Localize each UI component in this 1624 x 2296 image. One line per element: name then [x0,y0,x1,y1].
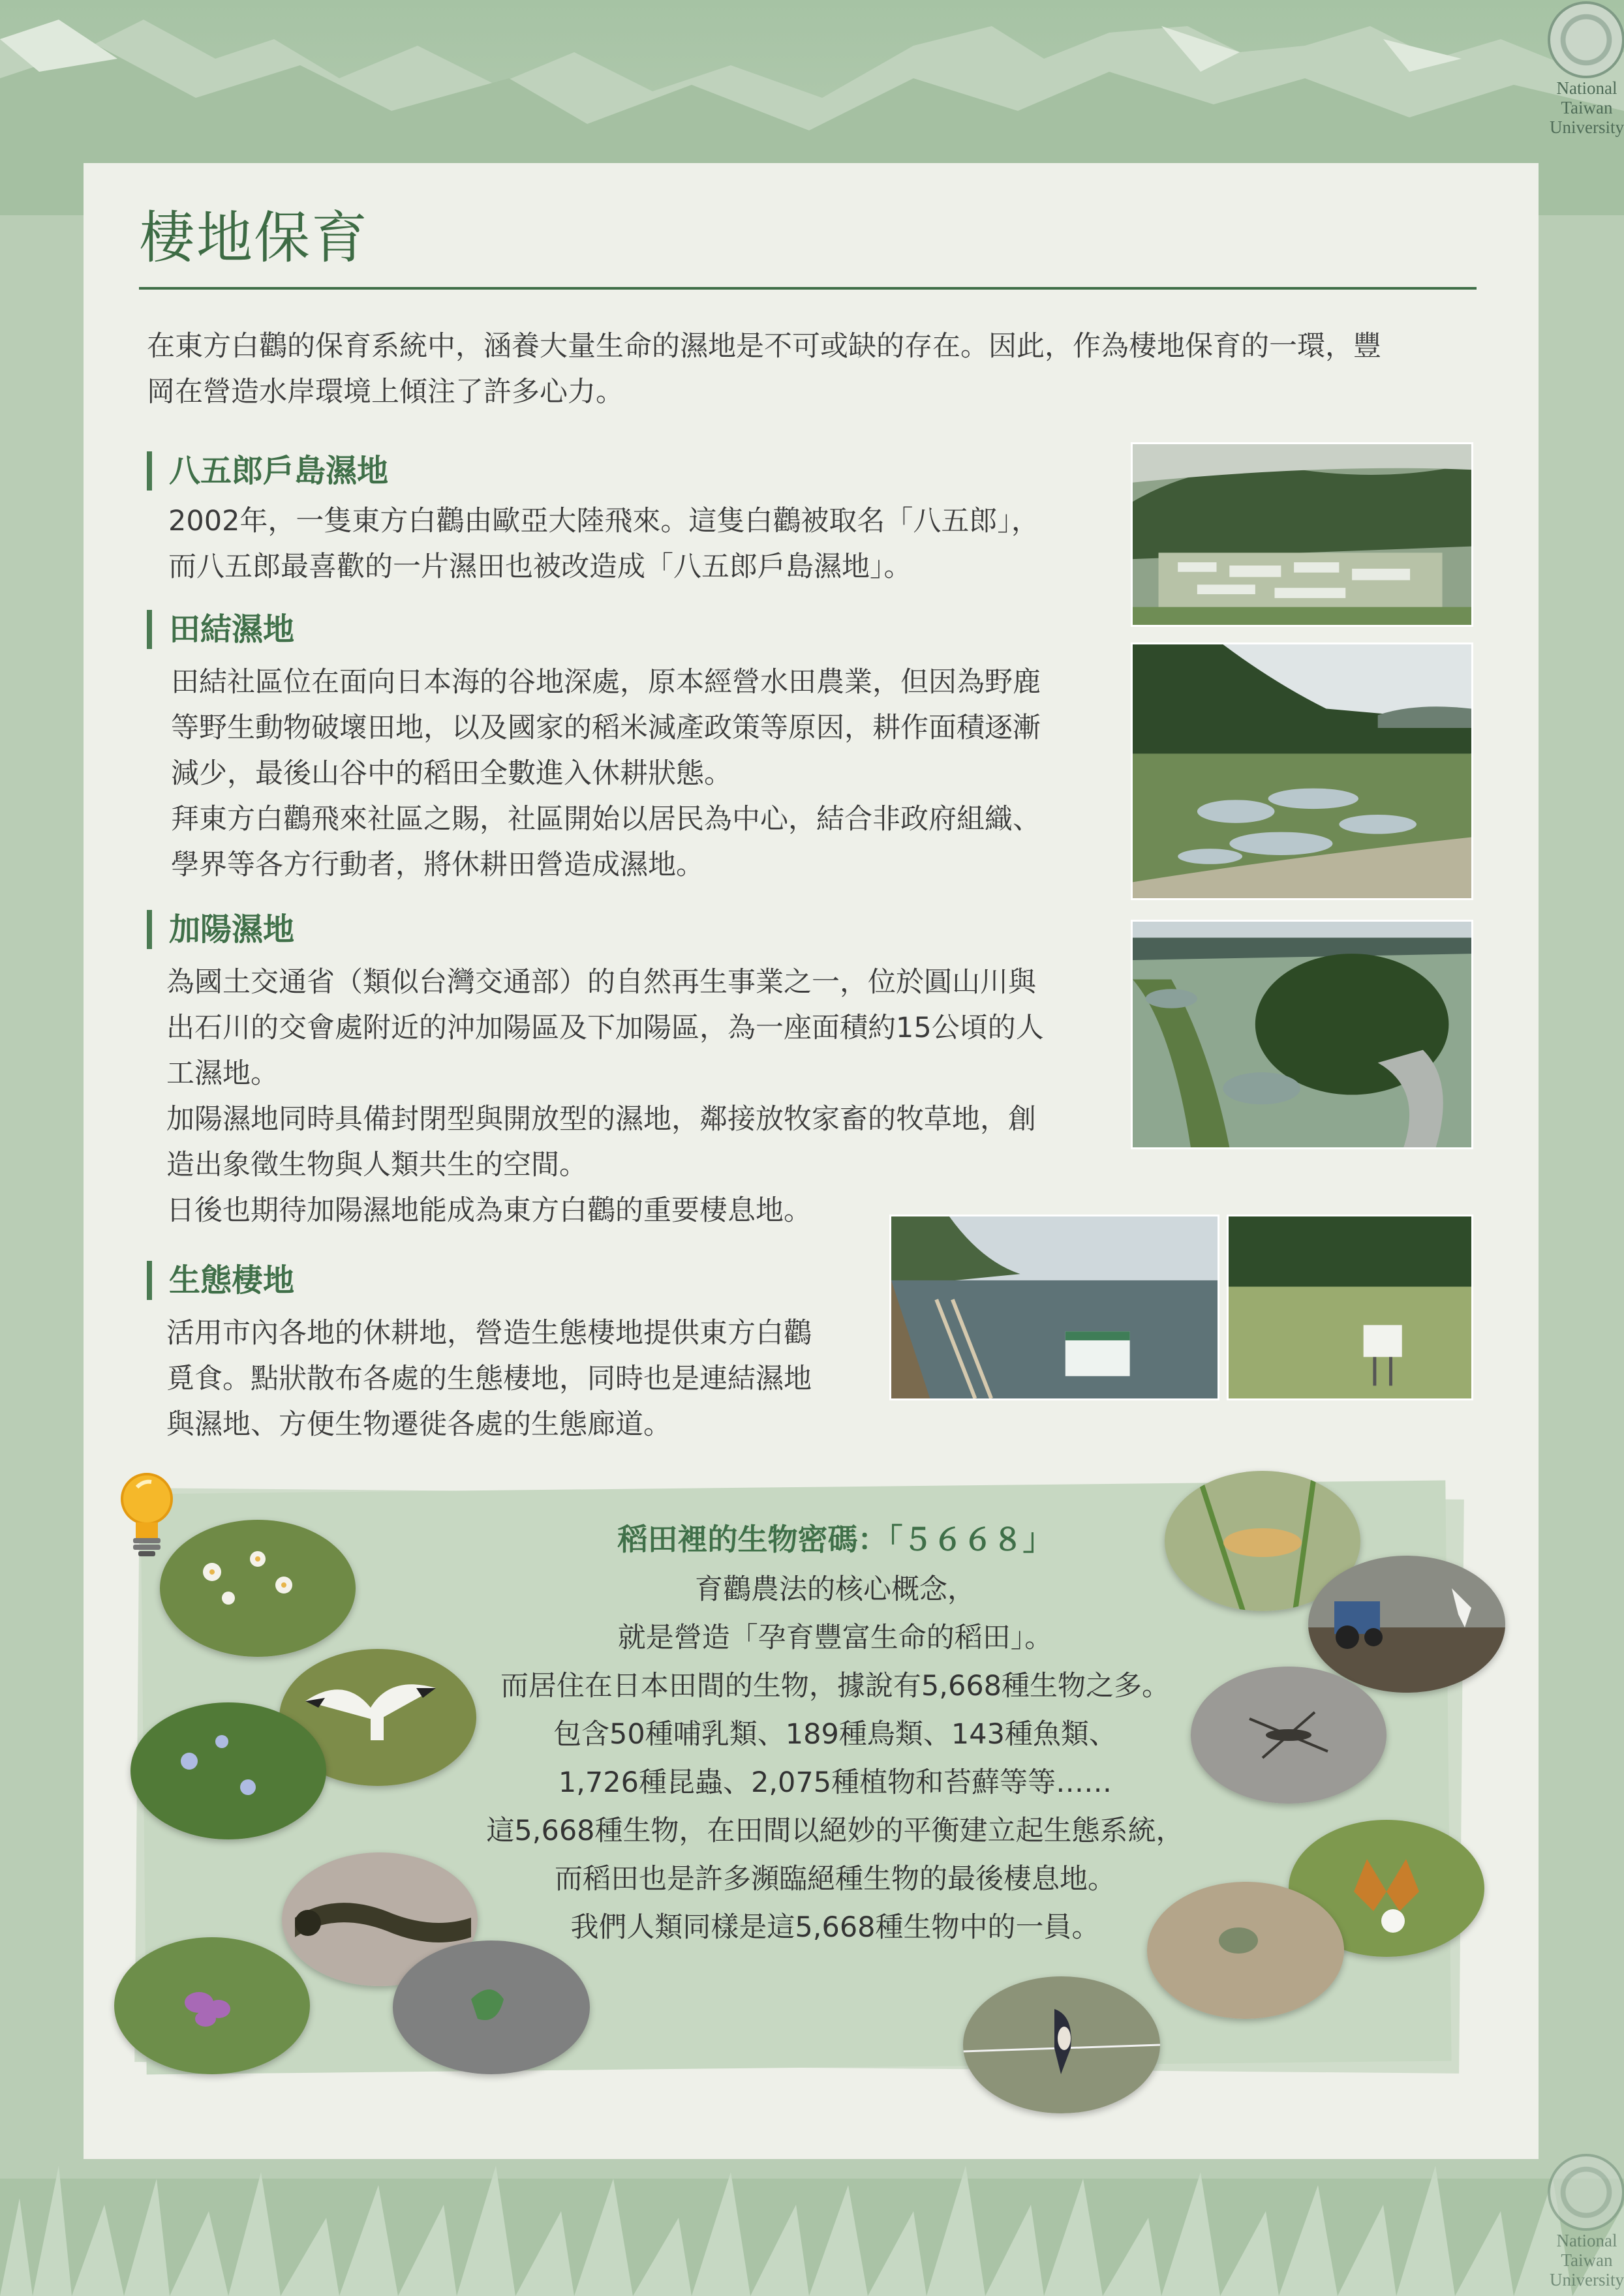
info-box-line: 而居住在日本田間的生物，據說有5,668種生物之多。 [500,1670,1171,1702]
photo-fallow-field-biotope [1227,1215,1473,1400]
info-box-heading: 稻田裡的生物密碼：「５６６８」 [617,1522,1053,1557]
section-heading: 生態棲地 [147,1261,294,1300]
section-line: 與濕地、方便生物遷徙各處的生態廊道。 [166,1408,671,1441]
photo-swallow [963,1976,1160,2113]
title-divider [139,287,1477,290]
university-logo-bottom [1535,2154,1624,2289]
section-line: 出石川的交會處附近的沖加陽區及下加陽區，為一座面積約15公頃的人 [166,1012,1044,1044]
page-title: 棲地保育 [139,205,369,271]
logo-line3: University [1550,2270,1624,2289]
photo-kaya-wetland [1131,920,1473,1149]
photo-tadpole-water [393,1941,590,2074]
photo-blue-flowers [130,1702,326,1839]
university-logo-top [1535,1,1624,137]
info-box-body [391,1565,1279,1952]
logo-line2: Taiwan [1561,2250,1613,2270]
section-heading: 八五郎戶島濕地 [147,451,388,491]
photo-water-strider [1191,1667,1387,1804]
section-line: 加陽濕地同時具備封閉型與開放型的濕地，鄰接放牧家畜的牧草地，創 [166,1103,1036,1136]
section-line: 等野生動物破壞田地，以及國家的稻米減產政策等原因，耕作面積逐漸 [171,712,1041,744]
info-box-line: 1,726種昆蟲、2,075種植物和苔蘚等等…… [558,1766,1112,1799]
grass-silhouette [0,2139,1624,2296]
photo-biotope-pond [889,1215,1219,1400]
photo-hachigoro-wetland [1131,442,1473,627]
photo-white-flowers [160,1520,356,1657]
info-box-line: 而稻田也是許多瀕臨絕種生物的最後棲息地。 [555,1863,1116,1896]
section-line: 為國土交通省（類似台灣交通部）的自然再生事業之一，位於圓山川與 [166,966,1036,999]
logo-line3: University [1550,117,1624,137]
lightbulb-icon [117,1468,176,1559]
section-line: 而八五郎最喜歡的一片濕田也被改造成「八五郎戶島濕地」。 [168,551,912,583]
info-box-line: 育鸛農法的核心概念， [695,1573,975,1606]
section-line: 學界等各方行動者，將休耕田營造成濕地。 [171,849,704,881]
section-line: 工濕地。 [166,1057,279,1090]
section-line: 活用市內各地的休耕地，營造生態棲地提供東方白鸛 [166,1317,812,1350]
info-box-line: 這5,668種生物，在田間以絕妙的平衡建立起生態系統， [486,1815,1184,1847]
section-line: 減少，最後山谷中的稻田全數進入休耕狀態。 [171,757,732,790]
info-box-line: 包含50種哺乳類、189種鳥類、143種魚類、 [553,1718,1117,1751]
section-line: 造出象徵生物與人類共生的空間。 [166,1149,587,1181]
photo-sand-creature [1147,1882,1344,2019]
info-box-line: 我們人類同樣是這5,668種生物中的一員。 [570,1911,1100,1944]
section-line: 日後也期待加陽濕地能成為東方白鸛的重要棲息地。 [166,1194,812,1227]
logo-line2: Taiwan [1561,98,1613,117]
university-seal-icon [1548,1,1624,78]
section-line: 覓食。點狀散布各處的生態棲地，同時也是連結濕地 [166,1363,812,1395]
university-seal-icon [1548,2154,1624,2231]
section-heading: 田結濕地 [147,610,294,649]
section-line: 拜東方白鸛飛來社區之賜，社區開始以居民為中心，結合非政府組織、 [171,803,1041,836]
photo-tai-wetland [1131,642,1473,900]
photo-tractor-stork [1308,1556,1505,1693]
section-line: 2002年，一隻東方白鸛由歐亞大陸飛來。這隻白鸛被取名「八五郎」， [168,505,1039,537]
intro-line: 在東方白鸛的保育系統中，涵養大量生命的濕地是不可或缺的存在。因此，作為棲地保育的一環，豐 [147,330,1381,363]
logo-line1: National [1556,2231,1617,2250]
section-heading: 加陽濕地 [147,910,294,949]
logo-line1: National [1556,78,1617,98]
info-box-line: 就是營造「孕育豐富生命的稻田」。 [617,1622,1053,1654]
intro-line: 岡在營造水岸環境上傾注了許多心力。 [147,376,624,408]
section-line: 田結社區位在面向日本海的谷地深處，原本經營水田農業，但因為野鹿 [171,666,1041,699]
photo-violet-flower [114,1937,310,2074]
